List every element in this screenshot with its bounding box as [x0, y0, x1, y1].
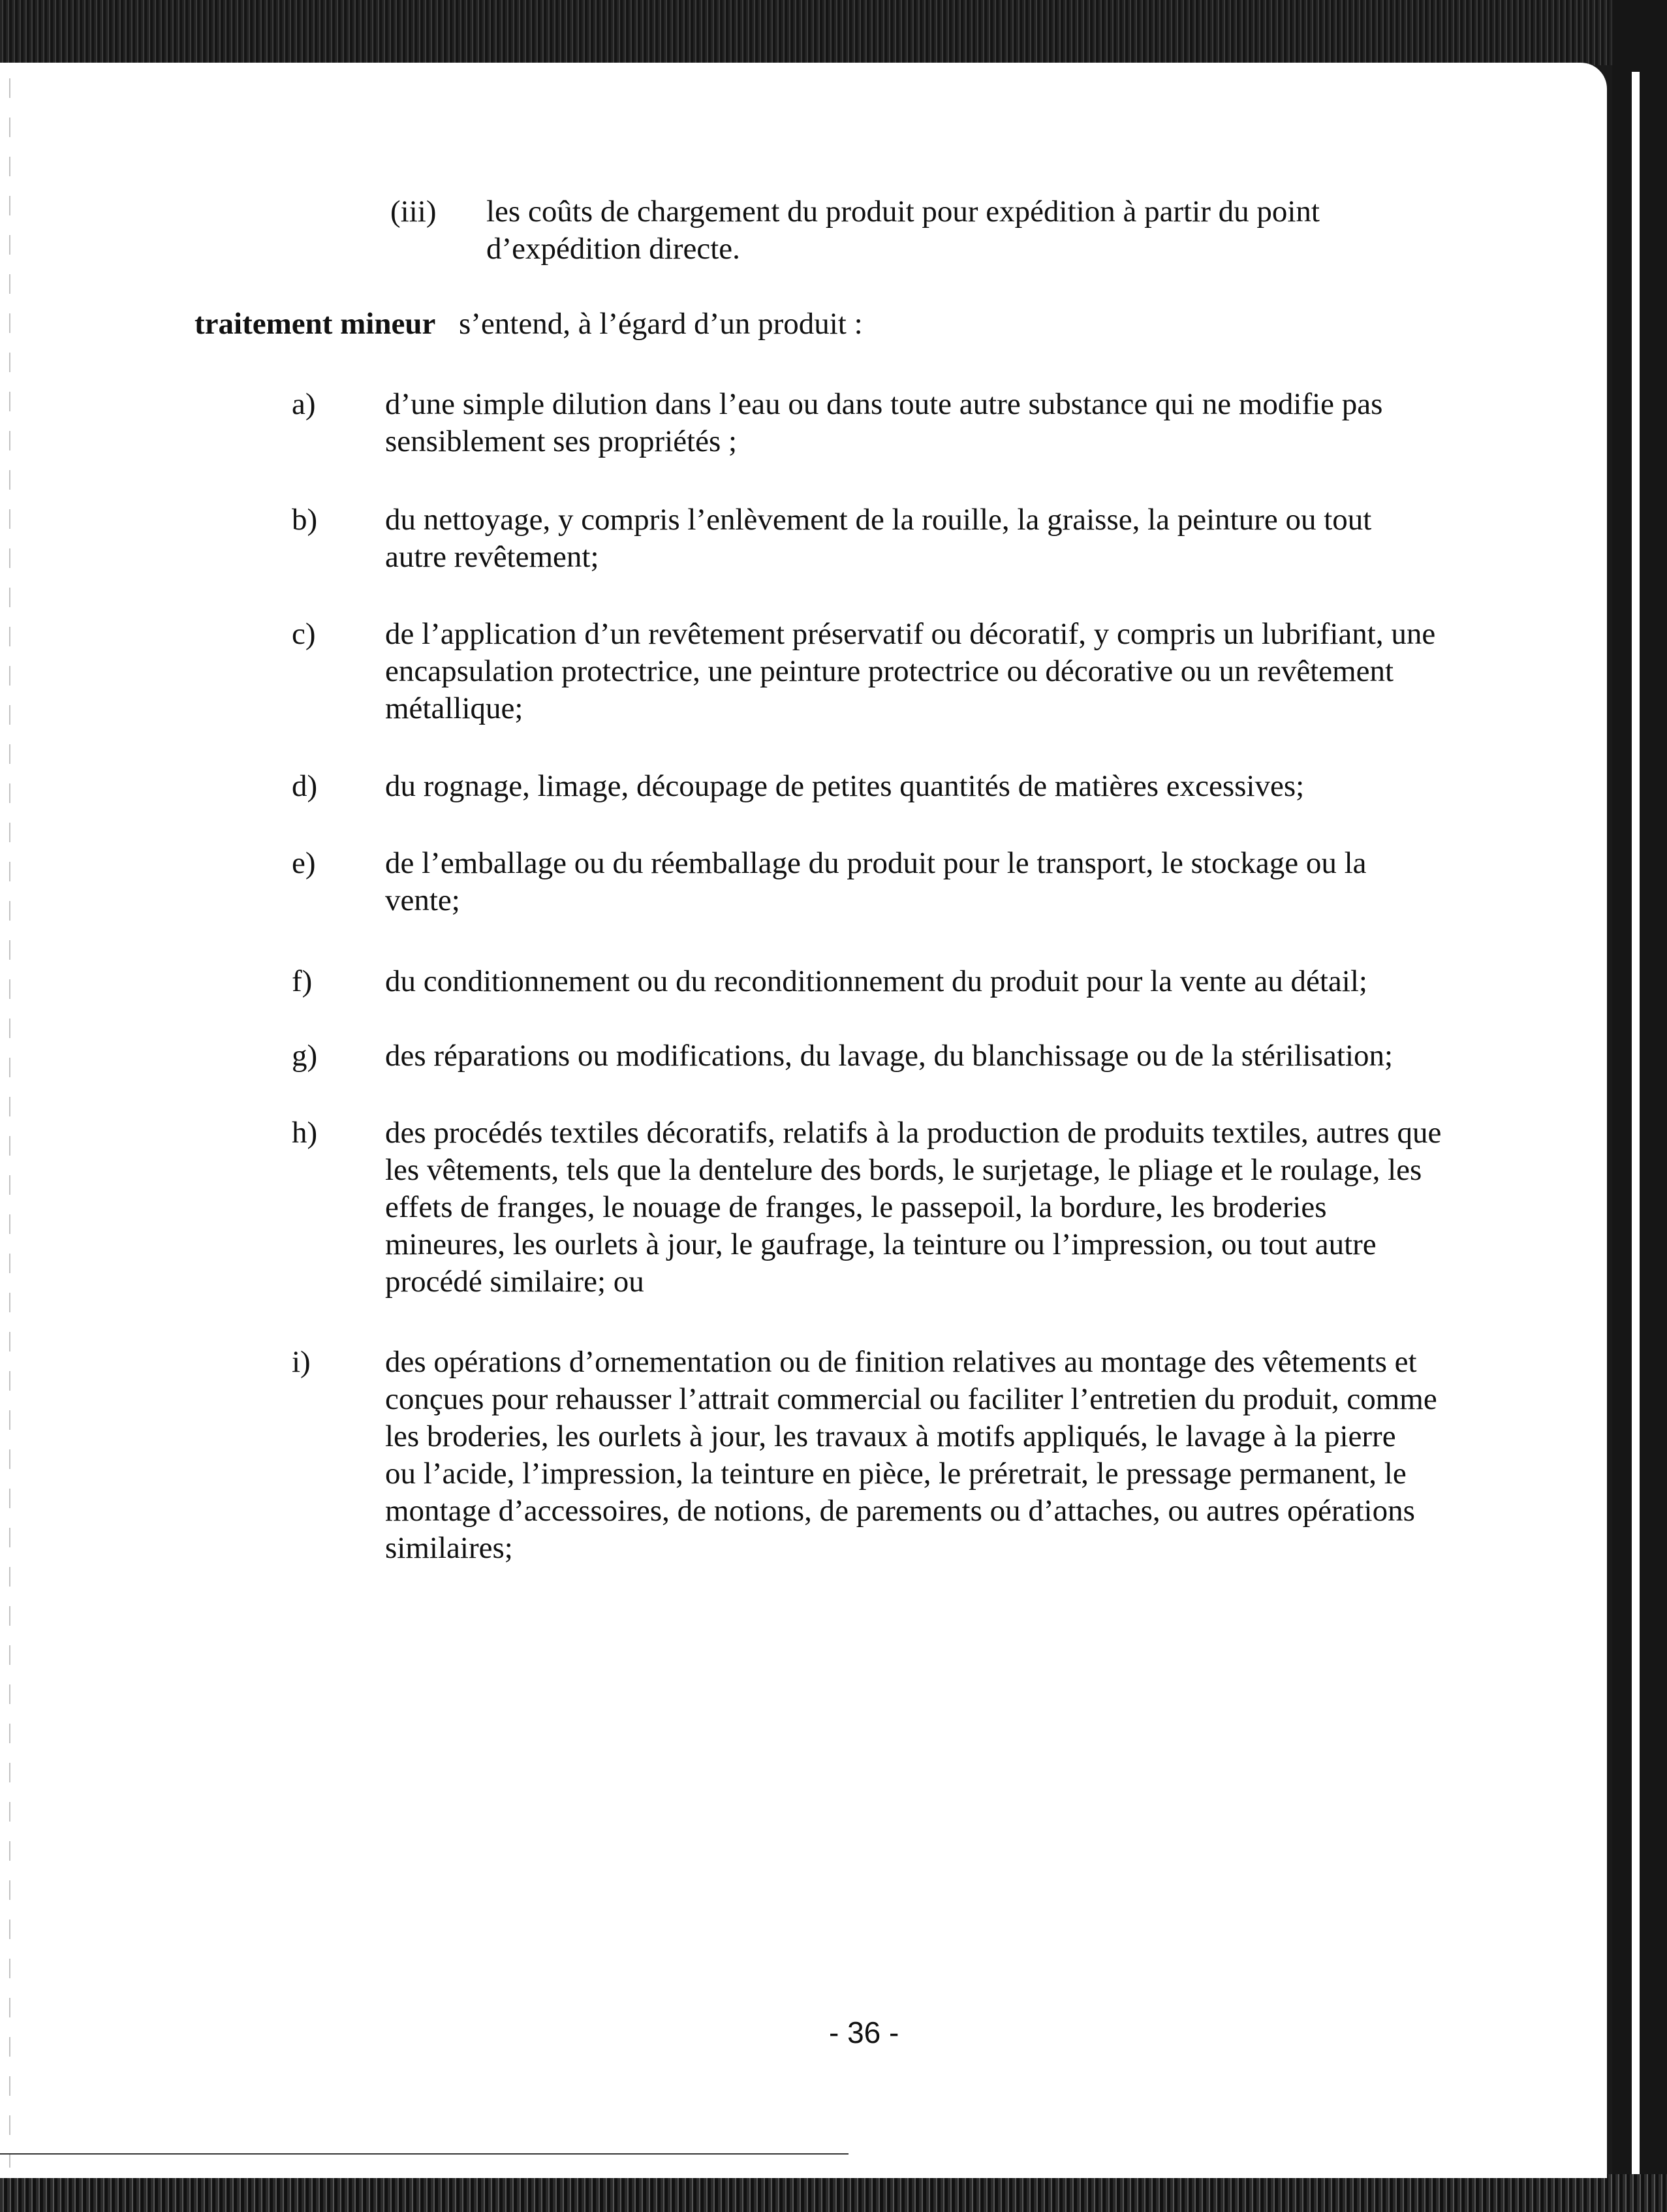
list-item-text [385, 501, 1371, 576]
text-line: conçues pour rehausser l’attrait commercial ou faciliter l’entretien du produit, comme [385, 1382, 1437, 1416]
text-line: des procédés textiles décoratifs, relatifs à la production de produits textiles, autres que [385, 1116, 1442, 1150]
list-item-text [385, 386, 1382, 460]
text-line: d’expédition directe. [486, 232, 740, 266]
scan-border-top [0, 0, 1667, 65]
scan-border-bottom [0, 2174, 1667, 2212]
text-line: des opérations d’ornementation ou de finition relatives au montage des vêtements et [385, 1345, 1417, 1379]
text-line: métallique; [385, 691, 523, 725]
text-line: procédé similaire; ou [385, 1265, 644, 1299]
definition-intro: s’entend, à l’égard d’un produit : [459, 307, 863, 341]
defined-term: traitement mineur [195, 307, 436, 341]
text-line: du rognage, limage, découpage de petites quantités de matières excessives; [385, 769, 1305, 803]
list-item-marker: i) [292, 1345, 311, 1379]
list-item-marker: a) [292, 387, 316, 421]
text-line: montage d’accessoires, de notions, de parements ou d’attaches, ou autres opérations [385, 1494, 1415, 1528]
list-item-marker: b) [292, 503, 318, 537]
text-line: ou l’acide, l’impression, la teinture en pièce, le préretrait, le pressage permanent, le [385, 1457, 1407, 1491]
list-item-text [385, 1114, 1441, 1301]
list-item-text [385, 1037, 1393, 1075]
list-item-marker: f) [292, 964, 313, 998]
list-item-text [385, 768, 1304, 805]
text-line: de l’emballage ou du réemballage du produit pour le transport, le stockage ou la [385, 846, 1367, 880]
scan-border-right [1612, 0, 1667, 2212]
text-line: du nettoyage, y compris l’enlèvement de la rouille, la graisse, la peinture ou tout [385, 503, 1372, 537]
text-line: de l’application d’un revêtement préservatif ou décoratif, y compris un lubrifiant, une [385, 617, 1436, 651]
text-line: autre revêtement; [385, 540, 599, 574]
text-line: similaires; [385, 1531, 513, 1565]
list-item-text [385, 963, 1367, 1000]
page-edge-rule [1632, 72, 1640, 2174]
text-line: mineures, les ourlets à jour, le gaufrage, la teinture ou l’impression, ou tout autre [385, 1227, 1377, 1261]
text-line: encapsulation protectrice, une peinture protectrice ou décorative ou un revêtement [385, 654, 1394, 688]
text-line: les coûts de chargement du produit pour expédition à partir du point [486, 195, 1320, 229]
footer-rule [0, 2153, 849, 2155]
text-line: vente; [385, 883, 460, 917]
list-item-marker: e) [292, 846, 316, 880]
list-item-marker: h) [292, 1116, 318, 1150]
text-line: des réparations ou modifications, du lavage, du blanchissage ou de la stérilisation; [385, 1039, 1394, 1073]
text-line: les vêtements, tels que la dentelure des bords, le surjetage, le pliage et le roulage, les [385, 1153, 1422, 1187]
binding-margin-line [9, 78, 10, 2168]
list-item-marker: g) [292, 1039, 318, 1073]
list-item-marker: c) [292, 617, 316, 651]
list-item-text [385, 845, 1367, 919]
text-line: les broderies, les ourlets à jour, les travaux à motifs appliqués, le lavage à la pierre [385, 1419, 1396, 1453]
sub-item-marker: (iii) [390, 195, 437, 229]
text-line: sensiblement ses propriétés ; [385, 424, 738, 458]
text-line: du conditionnement ou du reconditionnement du produit pour la vente au détail; [385, 964, 1367, 998]
list-item-marker: d) [292, 769, 318, 803]
list-item-text [385, 1344, 1437, 1567]
text-line: d’une simple dilution dans l’eau ou dans toute autre substance qui ne modifie pas [385, 387, 1383, 421]
page-number: - 36 - [829, 2015, 899, 2049]
list-item-text [385, 616, 1435, 727]
text-line: effets de franges, le nouage de franges, le passepoil, la bordure, les broderies [385, 1190, 1327, 1224]
sub-item-text [486, 193, 1320, 268]
